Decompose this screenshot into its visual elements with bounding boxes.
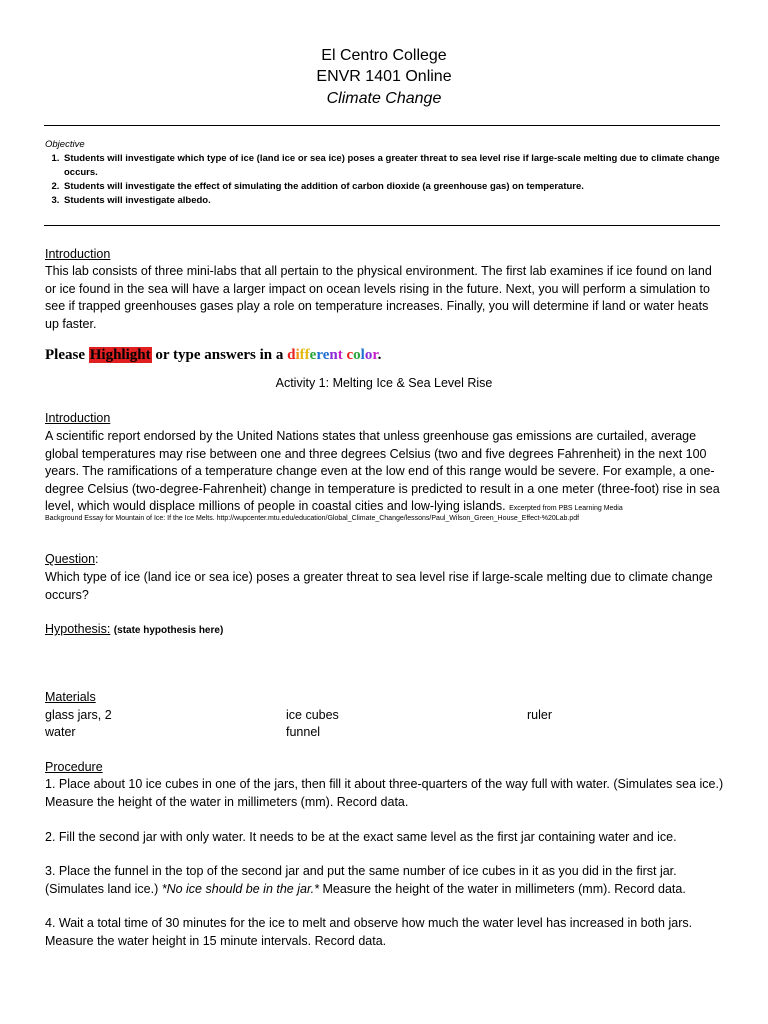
procedure-step-1: 1. Place about 10 ice cubes in one of the jars, then fill it about three-quarters of the way full with water. (Simulates sea ice.) Measure the height of the water in millimeters (mm). Record data. [45,777,724,809]
question-text: Which type of ice (land ice or sea ice) poses a greater threat to sea level rise if large-scale melting due to climate change occurs? [45,570,713,602]
material-item: water [45,725,76,739]
step3-part-a: 3. Place the funnel in the top of the second jar and put the same number of ice cubes in it as you did in the first jar. (Simulates land ice.) [45,864,677,896]
material-item: ice cubes [286,708,339,722]
rainbow-letter: o [353,347,361,363]
rainbow-letter: e [322,347,330,363]
answer-instruction [45,345,381,365]
procedure-heading: Procedure [45,760,103,774]
question-colon: : [95,552,99,566]
rainbow-letter: r [372,347,378,363]
activity1-title: Activity 1: Melting Ice & Sea Level Rise [275,376,493,390]
intro-text: This lab consists of three mini-labs that all pertain to the physical environment. The first lab examines if ice found on land or ice found in the sea will have a larger impact on ocean levels rising in the future. Next, you will perform a simulation to see if trapped greenhouses gases play a role on temperature increases. Finally, you will determine if land or water heats up faster. [45,264,712,331]
material-item: funnel [286,725,321,739]
highlight-word: Highlight [89,347,151,363]
color-word [347,347,378,363]
college-name: El Centro College [321,47,447,64]
material-item: ruler [527,708,553,722]
course-code: ENVR 1401 Online [316,68,452,85]
procedure-step-2: 2. Fill the second jar with only water. It needs to be at the exact same level as the first jar containing water and ice. [45,830,677,844]
rainbow-letter: f [299,347,305,363]
rainbow-letter: c [346,347,354,363]
different-word [287,347,343,363]
or-type-text: or type answers in a [151,347,288,363]
materials-heading: Materials [45,690,96,704]
step3-warning: *No ice should be in the jar.* [161,881,319,896]
objective-divider [44,225,720,226]
question-heading-line [45,551,725,569]
activity1-intro-body: A scientific report endorsed by the United Nations states that unless greenhouse gas emissions are curtailed, average global temperatures may rise between one and three degrees Celsius (two and five degrees Fahrenheit) in the next 100 years. The ramifications of a temperature change even at the low end of this range would be severe. For example, a one-degree Celsius (two-degree-Fahrenheit) change in temperature is predicted to result in a one meter (three-foot) rise in sea level, which would displace millions of people in coastal cities and low-lying islands. [45,429,720,513]
step3-part-c: Measure the height of the water in millimeters (mm). Record data. [319,881,686,896]
question-heading: Question [45,552,96,566]
rainbow-letter: r [316,347,323,363]
rainbow-letter: i [295,347,300,363]
citation: Background Essay for Mountain of Ice: If the Ice Melts. http://wupcenter.mtu.edu/education/Global_Climate_Change/lessons/Paul_Wilson_Green_House_Effect-%20Lab.pdf [45,515,580,522]
objective-item: 3. Students will investigate albedo. [62,194,722,208]
please-text: Please [45,347,89,363]
hypothesis-heading: Hypothesis: [45,622,111,636]
top-divider [44,125,720,126]
hypothesis-note: (state hypothesis here) [113,625,224,636]
objective-item: 1. Students will investigate which type of ice (land ice or sea ice) poses a greater threat to sea level rise if large-scale melting due to climate change occurs. [62,152,722,180]
activity1-intro-text [45,428,725,518]
objective-label: Objective [45,139,85,150]
period-text: . [377,347,382,363]
document-title: Climate Change [326,90,442,107]
rainbow-letter: o [364,347,373,363]
rainbow-letter: d [287,347,296,363]
objective-item: 2. Students will investigate the effect of simulating the addition of carbon dioxide (a greenhouse gas) on temperature. [62,180,722,194]
rainbow-letter: t [337,347,343,363]
intro-heading: Introduction [45,247,111,261]
activity1-intro-heading: Introduction [45,411,111,425]
rainbow-letter: f [304,347,310,363]
material-item: glass jars, 2 [45,708,112,722]
excerpt-note: Excerpted from PBS Learning Media [509,505,623,512]
rainbow-letter: n [329,347,338,363]
procedure-step-3 [45,863,725,898]
rainbow-letter: l [360,347,365,363]
procedure-step-4: 4. Wait a total time of 30 minutes for the ice to melt and observe how much the water level has increased in both jars. Measure the water height in 15 minute intervals. Record data. [45,916,693,948]
objective-list [45,152,722,208]
hypothesis-line [45,621,725,640]
rainbow-letter: e [309,347,317,363]
